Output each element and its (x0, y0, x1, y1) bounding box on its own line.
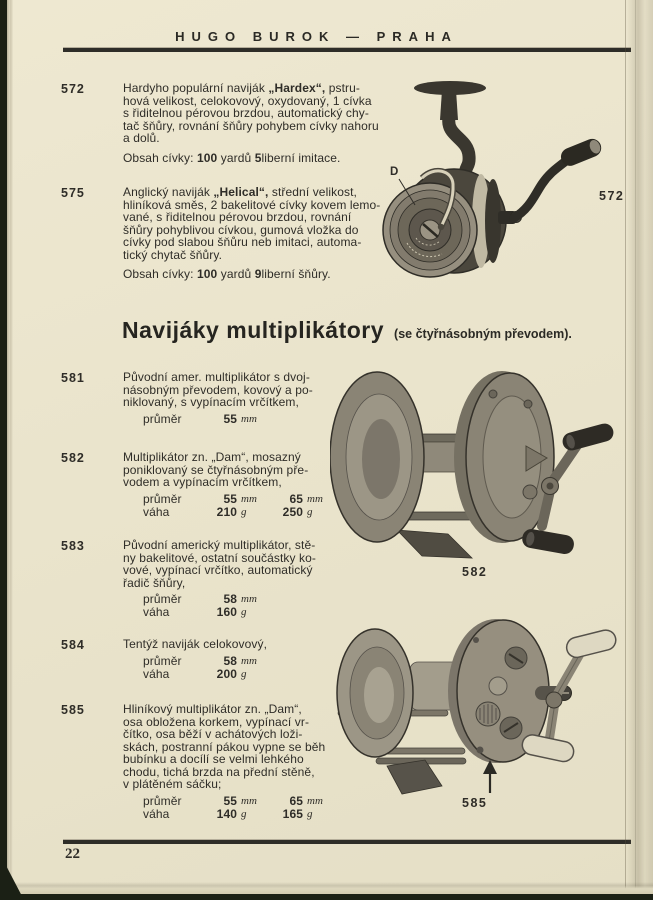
reel-spool-face (383, 183, 477, 277)
spec-value (203, 413, 269, 426)
description-line: ny bakelitové, ostatní součástky ko- (123, 550, 317, 565)
spec-number: 250 (282, 504, 303, 519)
reel-572-illustration (382, 78, 607, 308)
arrow-up-icon (483, 760, 497, 793)
spec-unit: mm (241, 412, 258, 425)
spec-value (203, 795, 269, 808)
spec-unit: mm (241, 794, 258, 807)
spec-value (203, 606, 269, 619)
spec-unit: mm (307, 794, 324, 807)
spool-capacity-line: Obsah cívky: 100 yardů 9liberní šňůry. (123, 267, 331, 281)
description-line: vové, vypínací vrčítko, automatický (123, 563, 313, 577)
spec-label: průměr (143, 411, 182, 426)
description-line: Multiplikátor zn. „Dam“, mosazný (123, 450, 301, 464)
description-line: Původní amer. multiplikátor s dvoj- (123, 370, 310, 384)
spec-unit: mm (307, 492, 324, 505)
item-number: 582 (61, 451, 85, 465)
spec-number: 58 (223, 592, 237, 606)
spec-number: 55 (223, 793, 237, 808)
spec-label: váha (143, 666, 170, 681)
spec-value (203, 808, 269, 821)
spec-number: 65 (289, 491, 303, 506)
reel-foot (397, 530, 472, 558)
page-number: 22 (65, 846, 80, 862)
description-line: hliníková směs, 2 bakelitové cívky kovem lemo- (123, 197, 381, 212)
spec-number: 210 (216, 504, 237, 519)
description-line: niklovaný, s vypínacím vrčítkem, (123, 395, 299, 409)
spec-label: váha (143, 806, 170, 821)
item-number: 583 (61, 539, 85, 553)
description-line: poniklovaný se čtyřnásobným pře- (123, 462, 309, 477)
item-number: 572 (61, 82, 85, 96)
description-line: Anglický naviják „Helical“, střední velikost, (123, 185, 357, 199)
description-line: tač šňůry, rovnání šňůry pohybem cívky nahoru (123, 118, 379, 133)
description-line: šňůry pohyblivou cívkou, gumová vložka do (123, 222, 359, 237)
spec-unit: mm (241, 492, 258, 505)
page-bottom-edges (7, 882, 653, 894)
spec-number: 140 (216, 806, 237, 821)
description-line: řadič šňůry, (123, 575, 186, 590)
description-line: Hliníkový multiplikátor zn. „Dam“, (123, 702, 302, 716)
description-line: skách, postranní pákou vypne se běh (123, 739, 326, 754)
description-line: chodu, tichá brzda na přední stěně, (123, 764, 315, 779)
description-line: s řiditelnou pérovou brzdou, automatický chy- (123, 106, 369, 120)
page-curl-right (625, 0, 653, 894)
description-line: vané, s řiditelnou pérovou brzdou, rovnání (123, 210, 352, 224)
header-rule (63, 47, 631, 52)
description-line: čítko, osa běží v achátových loži- (123, 727, 303, 741)
description-line: bubínku a docílí se velmi lehkého (123, 752, 304, 766)
spec-unit: g (241, 606, 247, 618)
description-line: vodem a vypínacím vrčítkem, (123, 475, 282, 489)
item-number: 585 (61, 703, 85, 717)
section-heading (122, 317, 572, 344)
spec-value (269, 493, 335, 506)
description-line: osa obložena korkem, vypínací vr- (123, 714, 310, 729)
description-line: hová velikost, celokovový, oxydovaný, 1 cívka (123, 93, 372, 108)
description-line: Původní americký multiplikátor, stě- (123, 538, 316, 552)
spec-number: 160 (216, 605, 237, 619)
footer-rule (63, 839, 631, 844)
spec-value (269, 506, 335, 519)
figure-label-572: 572 (599, 189, 625, 203)
spec-label: průměr (143, 491, 182, 506)
reel-582-illustration (330, 362, 650, 592)
spec-number: 58 (223, 653, 237, 668)
reel-585-illustration (330, 610, 630, 800)
spec-number: 65 (289, 793, 303, 808)
description-line: a dolů. (123, 131, 160, 145)
description-line: Hardyho populární naviják „Hardex“, pstru- (123, 81, 360, 95)
item-number: 575 (61, 186, 85, 200)
spec-value (203, 493, 269, 506)
spec-number: 55 (223, 491, 237, 506)
catalog-page (7, 0, 653, 894)
spec-number: 200 (216, 666, 237, 681)
spec-unit: g (307, 505, 313, 518)
description-line: násobným převodem, kovový a po- (123, 382, 313, 397)
spool-flange (337, 629, 413, 757)
spec-value (203, 668, 269, 681)
page-left-edges (7, 0, 13, 894)
spec-label: průměr (143, 653, 182, 668)
spec-value (269, 808, 335, 821)
callout-D-label: D (390, 166, 399, 178)
spec-unit: mm (241, 593, 258, 605)
spec-number: 165 (282, 806, 303, 821)
spec-label: váha (143, 504, 170, 519)
spec-value (203, 506, 269, 519)
description-line: cívky pod slabou šňůru neb imitaci, automa- (123, 235, 362, 249)
section-title: Navijáky multiplikátory (122, 317, 385, 343)
spool-flange (330, 372, 424, 542)
spec-row (143, 808, 626, 821)
spec-unit: g (307, 807, 313, 820)
spec-unit: g (241, 807, 247, 820)
reel-arm (449, 118, 469, 176)
spec-row (143, 593, 626, 606)
spec-value (269, 795, 335, 808)
spec-number: 55 (223, 411, 237, 426)
description-line: Tentýž naviják celokovový, (123, 637, 267, 651)
item-number: 584 (61, 638, 85, 652)
description-line: v plátěném sáčku; (123, 777, 222, 791)
reel-crank (498, 136, 604, 224)
figure-caption-582: 582 (462, 565, 488, 579)
spec-unit: mm (241, 654, 258, 667)
spec-unit: g (241, 667, 247, 680)
spec-label: průměr (143, 592, 182, 606)
spec-unit: g (241, 505, 247, 518)
spec-value (203, 655, 269, 668)
spool-capacity-line: Obsah cívky: 100 yardů 5liberní imitace. (123, 150, 341, 165)
section-subtitle: (se čtyřnásobným převodem). (394, 327, 572, 341)
figure-caption-585: 585 (462, 796, 488, 810)
description-line: tický chytač šňůry. (123, 247, 223, 262)
reel-foot (387, 760, 442, 794)
page-header: HUGO BUROK — PRAHA (175, 29, 458, 44)
spec-label: průměr (143, 793, 182, 808)
spec-label: váha (143, 605, 170, 619)
item-number: 581 (61, 371, 85, 385)
